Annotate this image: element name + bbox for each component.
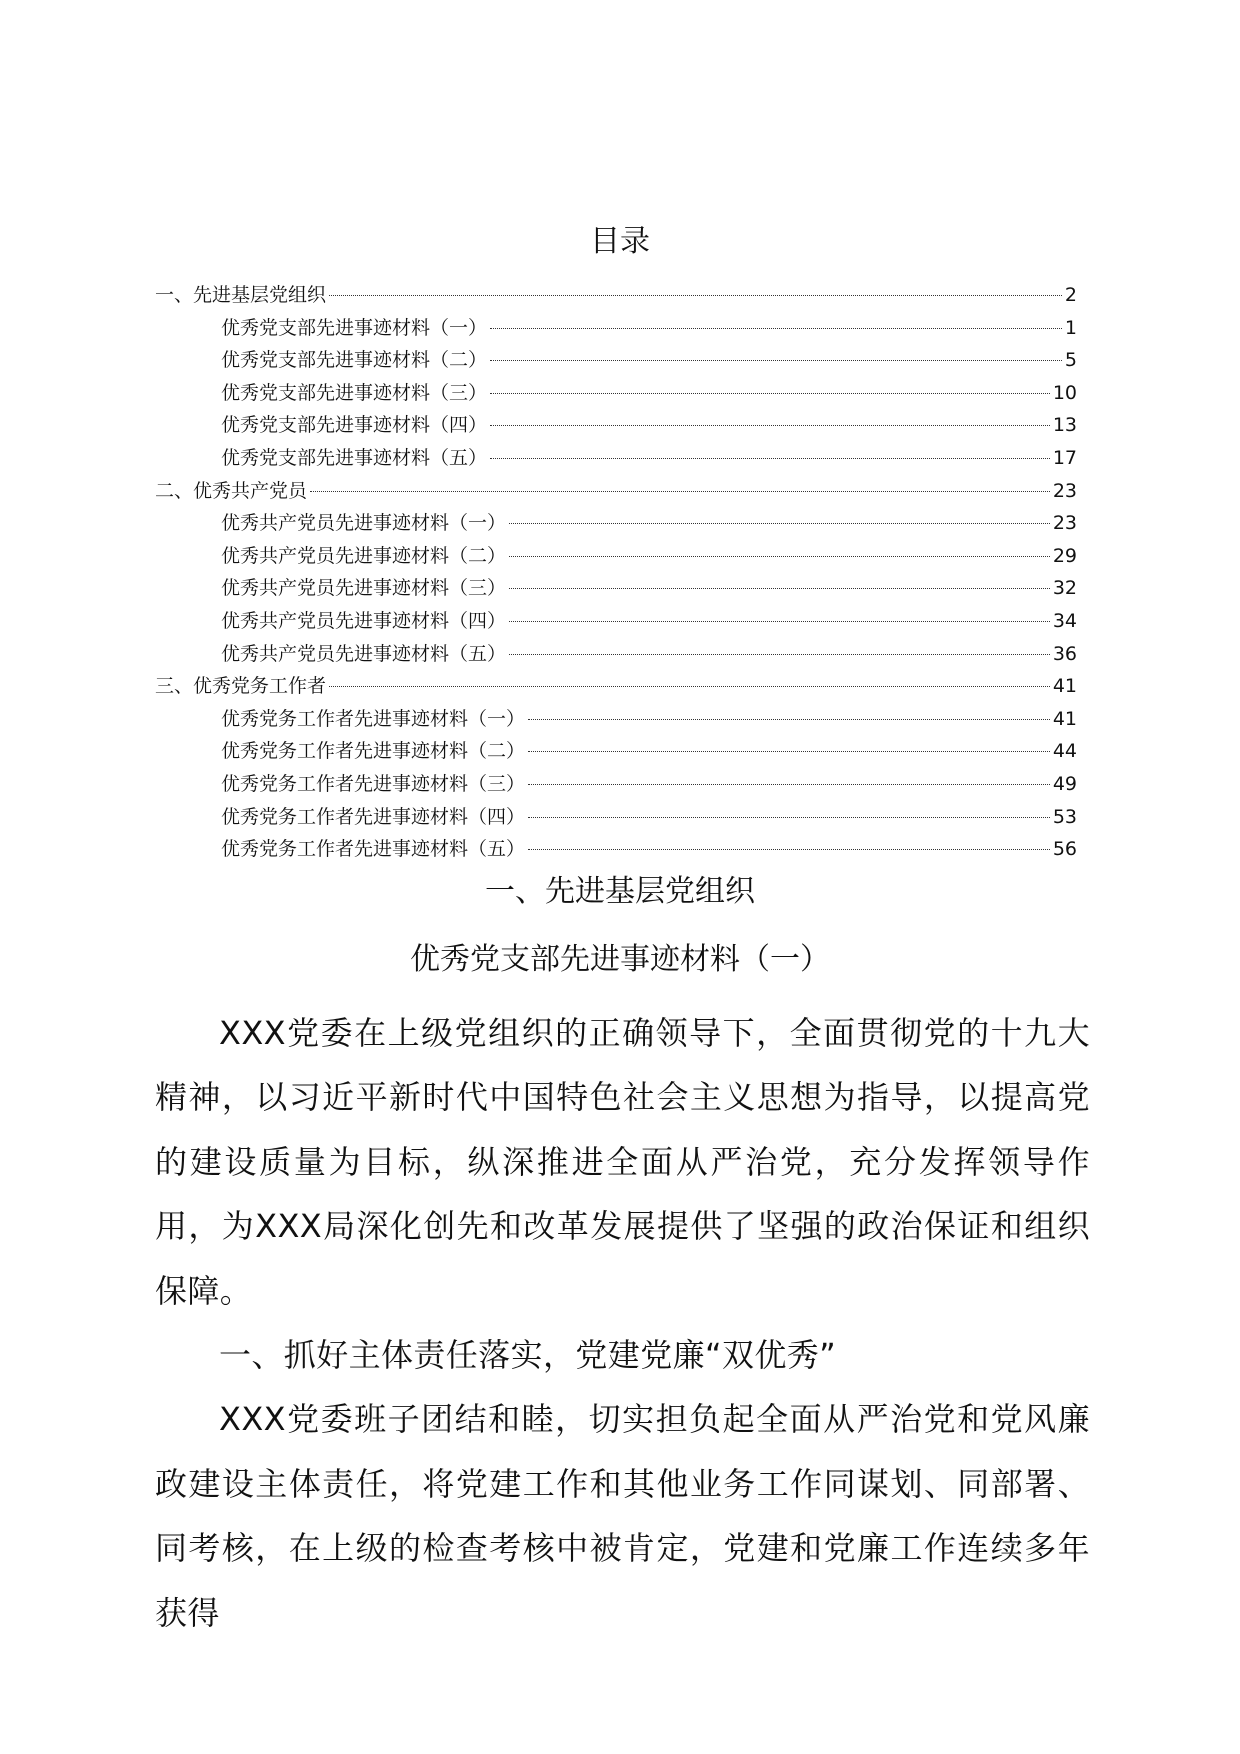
toc-entry[interactable] (155, 377, 1077, 410)
dot-leader (528, 750, 1050, 752)
toc-entry-page: 29 (1052, 544, 1077, 567)
dot-leader (509, 522, 1050, 524)
toc-entry[interactable] (155, 540, 1077, 573)
toc-entry[interactable] (155, 638, 1077, 671)
toc-entry[interactable] (155, 703, 1077, 736)
toc-entry-page: 17 (1052, 446, 1077, 469)
toc-entry-page: 5 (1064, 349, 1077, 372)
dot-leader (329, 685, 1050, 687)
dot-leader (490, 457, 1050, 459)
toc-entry[interactable] (155, 312, 1077, 345)
body-text (155, 1001, 1090, 1645)
toc-entry-page: 36 (1052, 642, 1077, 665)
toc-entry-page: 49 (1052, 772, 1077, 795)
toc-entry-page: 10 (1052, 381, 1077, 404)
toc-entry-text: 优秀党务工作者先进事迹材料（五） (221, 838, 526, 861)
toc-entry-text: 优秀共产党员先进事迹材料（四） (221, 609, 507, 632)
toc-entry-text: 优秀共产党员先进事迹材料（一） (221, 512, 507, 535)
toc-entry-text: 优秀党支部先进事迹材料（二） (221, 349, 488, 372)
toc-entry-text: 优秀共产党员先进事迹材料（五） (221, 642, 507, 665)
table-of-contents (155, 279, 1077, 866)
toc-entry-text: 优秀党支部先进事迹材料（四） (221, 414, 488, 437)
toc-entry[interactable] (155, 768, 1077, 801)
paragraph: XXX党委班子团结和睦，切实担负起全面从严治党和党风廉政建设主体责任，将党建工作和其他业务工作同谋划、同部署、同考核，在上级的检查考核中被肯定，党建和党廉工作连续多年获得 (155, 1400, 1090, 1632)
toc-entry-text: 二、优秀共产党员 (155, 479, 308, 502)
toc-entry[interactable] (155, 442, 1077, 475)
dot-leader (528, 718, 1050, 720)
dot-leader (310, 490, 1050, 492)
dot-leader (329, 294, 1062, 296)
toc-entry-page: 41 (1052, 675, 1077, 698)
dot-leader (509, 653, 1050, 655)
toc-entry[interactable] (155, 605, 1077, 638)
toc-title: 目录 (590, 224, 650, 259)
dot-leader (490, 392, 1050, 394)
toc-entry-page: 32 (1052, 577, 1077, 600)
toc-entry-section-1[interactable] (155, 279, 1077, 312)
toc-entry-page: 23 (1052, 479, 1077, 502)
article-title: 优秀党支部先进事迹材料（一） (410, 942, 830, 977)
section-heading: 一、先进基层党组织 (485, 874, 755, 909)
toc-entry[interactable] (155, 735, 1077, 768)
toc-entry-text: 优秀共产党员先进事迹材料（三） (221, 577, 507, 600)
toc-entry-text: 优秀党支部先进事迹材料（五） (221, 446, 488, 469)
toc-entry-text: 三、优秀党务工作者 (155, 675, 327, 698)
toc-entry-page: 13 (1052, 414, 1077, 437)
toc-entry[interactable] (155, 409, 1077, 442)
toc-entry-page: 23 (1052, 512, 1077, 535)
toc-entry[interactable] (155, 833, 1077, 866)
toc-entry-page: 56 (1052, 838, 1077, 861)
toc-entry-page: 44 (1052, 740, 1077, 763)
toc-entry-text: 一、先进基层党组织 (155, 284, 327, 306)
toc-entry-text: 优秀党支部先进事迹材料（一） (221, 316, 488, 339)
toc-entry[interactable] (155, 507, 1077, 540)
toc-entry[interactable] (155, 801, 1077, 834)
toc-entry-page: 34 (1052, 609, 1077, 632)
toc-entry-page: 41 (1052, 707, 1077, 730)
dot-leader (528, 783, 1050, 785)
dot-leader (509, 555, 1050, 557)
toc-entry-section-2[interactable] (155, 475, 1077, 508)
dot-leader (509, 620, 1050, 622)
dot-leader (528, 848, 1050, 850)
subheading-paragraph: 一、抓好主体责任落实，党建党廉“双优秀” (219, 1336, 837, 1375)
dot-leader (490, 424, 1050, 426)
dot-leader (490, 359, 1062, 361)
toc-entry-text: 优秀党务工作者先进事迹材料（一） (221, 707, 526, 730)
toc-entry-text: 优秀党务工作者先进事迹材料（三） (221, 772, 526, 795)
toc-entry-page: 1 (1064, 316, 1077, 339)
dot-leader (509, 587, 1050, 589)
toc-entry-page: 2 (1064, 284, 1077, 306)
toc-entry-text: 优秀党务工作者先进事迹材料（二） (221, 740, 526, 763)
toc-entry-section-3[interactable] (155, 670, 1077, 703)
paragraph: XXX党委在上级党组织的正确领导下，全面贯彻党的十九大精神，以习近平新时代中国特色社会主义思想为指导，以提高党的建设质量为目标，纵深推进全面从严治党，充分发挥领导作用，为XXX局深化创先和改革发展提供了坚强的政治保证和组织保障。 (155, 1014, 1090, 1310)
dot-leader (528, 816, 1050, 818)
dot-leader (490, 327, 1062, 329)
toc-entry-text: 优秀共产党员先进事迹材料（二） (221, 544, 507, 567)
toc-entry[interactable] (155, 572, 1077, 605)
toc-entry-text: 优秀党支部先进事迹材料（三） (221, 381, 488, 404)
toc-entry-page: 53 (1052, 805, 1077, 828)
toc-entry[interactable] (155, 344, 1077, 377)
toc-entry-text: 优秀党务工作者先进事迹材料（四） (221, 805, 526, 828)
